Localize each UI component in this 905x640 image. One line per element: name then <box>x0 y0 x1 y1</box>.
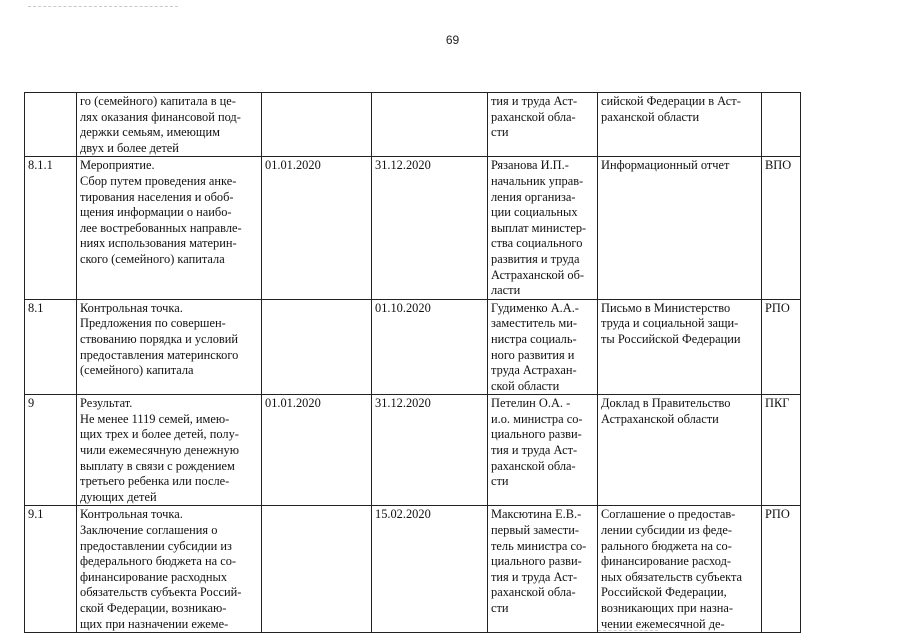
cell-text-line: лении субсидии из феде- <box>601 523 733 538</box>
cell-text-line: Соглашение о предостав- <box>601 507 736 522</box>
cell-text-line: начальник управ- <box>491 173 584 188</box>
cell-text: РПО <box>765 300 790 315</box>
cell-text-line: (семейного) капитала <box>80 363 194 378</box>
cell-text-line: Заключение соглашения о <box>80 523 218 538</box>
cell-text-line: сти <box>491 125 509 140</box>
cell-end-date <box>372 157 488 299</box>
cell-text-line: Письмо в Министерство <box>601 300 731 315</box>
cell-text-line: щих при назначении ежеме- <box>80 616 229 631</box>
cell-level <box>762 506 801 633</box>
cell-level <box>762 157 801 299</box>
cell-start-date <box>262 299 372 395</box>
cell-text-line: ласти <box>491 283 521 298</box>
cell-text: РПО <box>765 507 790 522</box>
cell-text-line: циального разви- <box>491 427 582 442</box>
cell-text-line: обязательств субъекта Россий- <box>80 585 242 600</box>
cell-text-line: ты Российской Федерации <box>601 331 741 346</box>
cell-text-line: ского (семейного) капитала <box>80 251 225 266</box>
cell-responsible <box>488 299 598 395</box>
cell-text-line: ской области <box>491 378 560 393</box>
cell-text-line: раханской обла- <box>491 458 576 473</box>
cell-text: 9 <box>28 396 35 411</box>
cell-end-date <box>372 506 488 633</box>
cell-text-line: лее востребованных направле- <box>80 220 242 235</box>
cell-text-line: ства социального <box>491 236 583 251</box>
cell-text-line: финансирование расход- <box>601 554 732 569</box>
cell-number <box>25 93 77 157</box>
cell-document <box>598 93 762 157</box>
cell-start-date <box>262 93 372 157</box>
page-number: 69 <box>445 33 460 47</box>
scan-artifact-line <box>598 630 658 631</box>
cell-end-date <box>372 395 488 506</box>
cell-text-line: раханской обла- <box>491 109 576 124</box>
cell-text-line: предоставлении субсидии из <box>80 538 232 553</box>
cell-text: 8.1.1 <box>28 158 53 173</box>
cell-number <box>25 506 77 633</box>
cell-text-line: труда и социальной защи- <box>601 316 739 331</box>
cell-text-line: Доклад в Правительство <box>601 396 731 411</box>
cell-text-line: ных обязательств субъекта <box>601 569 743 584</box>
cell-text-line: лях оказания финансовой под- <box>80 109 241 124</box>
plan-table <box>24 92 801 633</box>
cell-text-line: возникающих при назна- <box>601 601 734 615</box>
cell-text-line: ниях использования материн- <box>80 236 237 251</box>
cell-text: 31.12.2020 <box>375 158 431 173</box>
cell-text: 8.1 <box>28 300 44 315</box>
cell-number <box>25 157 77 299</box>
cell-level <box>762 395 801 506</box>
cell-number <box>25 299 77 395</box>
cell-text-line: тель министра со- <box>491 538 587 553</box>
table-row <box>25 395 801 506</box>
cell-text-line: развития и труда <box>491 251 580 266</box>
cell-text: 01.01.2020 <box>265 396 321 411</box>
cell-text-line: Петелин О.А. - <box>491 396 571 411</box>
cell-text-line: выплату в связи с рождением <box>80 458 235 473</box>
cell-level <box>762 299 801 395</box>
cell-text-line: третьего ребенка или после- <box>80 474 230 489</box>
cell-text-line: и.о. министра со- <box>491 411 583 426</box>
cell-text: 01.10.2020 <box>375 300 431 315</box>
cell-text: 15.02.2020 <box>375 507 431 522</box>
cell-responsible <box>488 157 598 299</box>
cell-text: 9.1 <box>28 507 44 522</box>
cell-text-line: финансирование расходных <box>80 569 228 584</box>
cell-text-line: ской Федерации, возникаю- <box>80 601 227 615</box>
cell-text-line: нистра социаль- <box>491 331 577 346</box>
cell-document <box>598 506 762 633</box>
cell-event <box>77 299 262 395</box>
cell-text-line: тия и труда Аст- <box>491 94 578 108</box>
cell-text-line: двух и более детей <box>80 140 179 155</box>
cell-end-date <box>372 299 488 395</box>
cell-text-line: заместитель ми- <box>491 316 578 331</box>
cell-responsible <box>488 506 598 633</box>
table-row <box>25 93 801 157</box>
cell-text-line: Максютина Е.В.- <box>491 507 582 522</box>
cell-event <box>77 395 262 506</box>
cell-text: 31.12.2020 <box>375 396 431 411</box>
cell-text-line: чили ежемесячную денежную <box>80 443 240 458</box>
table-row <box>25 299 801 395</box>
cell-text-line: предоставления материнского <box>80 347 239 362</box>
cell-responsible <box>488 93 598 157</box>
cell-text-line: рального бюджета на со- <box>601 538 732 553</box>
cell-text-line: тия и труда Аст- <box>491 569 578 584</box>
cell-text-line: Предложения по совершен- <box>80 316 226 331</box>
cell-text-line: раханской обла- <box>491 585 576 600</box>
cell-text-line: Российской Федерации, <box>601 585 727 600</box>
scan-artifact-line <box>28 6 178 7</box>
table-row <box>25 506 801 633</box>
cell-start-date <box>262 506 372 633</box>
cell-number <box>25 395 77 506</box>
cell-text-line: Астраханской области <box>601 411 719 426</box>
cell-text-line: щих трех и более детей, полу- <box>80 427 239 442</box>
cell-document <box>598 157 762 299</box>
cell-end-date <box>372 93 488 157</box>
cell-text-line: Контрольная точка. <box>80 300 183 315</box>
cell-start-date <box>262 157 372 299</box>
cell-text-line: тия и труда Аст- <box>491 443 578 458</box>
cell-event <box>77 506 262 633</box>
cell-text-line: сти <box>491 601 509 615</box>
cell-start-date <box>262 395 372 506</box>
cell-text-line: Не менее 1119 семей, имею- <box>80 411 230 426</box>
cell-text-line: го (семейного) капитала в це- <box>80 94 236 108</box>
cell-text-line: щения информации о наибо- <box>80 205 232 220</box>
cell-text-line: ного развития и <box>491 347 575 362</box>
cell-event <box>77 157 262 299</box>
cell-text-line: Рязанова И.П.- <box>491 158 569 173</box>
cell-text-line: циального разви- <box>491 554 582 569</box>
cell-text-line: первый замести- <box>491 523 579 538</box>
cell-document <box>598 395 762 506</box>
cell-text-line: Астраханской об- <box>491 267 585 282</box>
cell-level <box>762 93 801 157</box>
cell-text-line: тирования населения и обоб- <box>80 189 234 204</box>
cell-text-line: раханской области <box>601 109 700 124</box>
cell-text: 01.01.2020 <box>265 158 321 173</box>
cell-text-line: Сбор путем проведения анке- <box>80 173 237 188</box>
cell-text-line: федерального бюджета на со- <box>80 554 237 569</box>
cell-text-line: Информационный отчет <box>601 158 730 173</box>
cell-text-line: труда Астрахан- <box>491 363 577 378</box>
cell-text-line: сти <box>491 474 509 489</box>
cell-text-line: Контрольная точка. <box>80 507 183 522</box>
cell-text-line: Мероприятие. <box>80 158 155 173</box>
cell-event <box>77 93 262 157</box>
cell-text-line: ствованию порядка и условий <box>80 331 239 346</box>
cell-text-line: дующих детей <box>80 489 157 504</box>
cell-text-line: выплат министер- <box>491 220 587 235</box>
table-row <box>25 157 801 299</box>
cell-text-line: сийской Федерации в Аст- <box>601 94 741 108</box>
cell-text-line: ления организа- <box>491 189 576 204</box>
cell-text-line: ции социальных <box>491 205 578 220</box>
cell-text: ВПО <box>765 158 792 173</box>
cell-text: ПКГ <box>765 396 790 411</box>
cell-responsible <box>488 395 598 506</box>
cell-text-line: держки семьям, имеющим <box>80 125 220 140</box>
cell-text-line: Гудименко А.А.- <box>491 300 579 315</box>
cell-text-line: Результат. <box>80 396 133 411</box>
cell-text-line: чении ежемесячной де- <box>601 616 725 631</box>
cell-document <box>598 299 762 395</box>
